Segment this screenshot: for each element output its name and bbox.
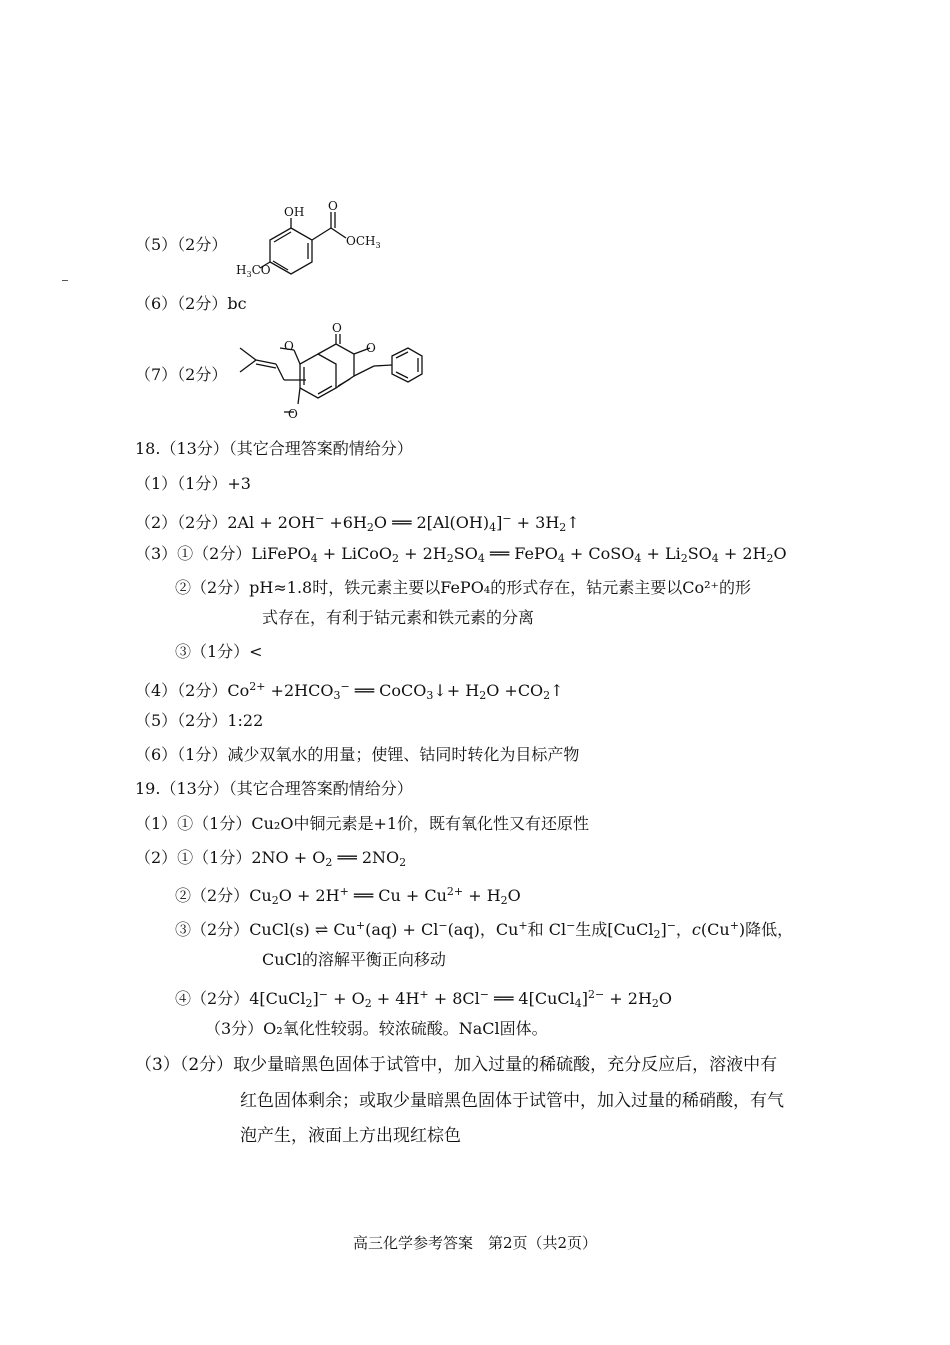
q19-part3a: （3）（2分）取少量暗黑色固体于试管中，加入过量的稀硫酸，充分反应后，溶液中有 — [135, 1055, 778, 1075]
q17-part6: （6）（2分）bc — [135, 294, 247, 313]
q18-part1: （1）（1分）+3 — [135, 474, 251, 493]
q18-part3-2b: 式存在，有利于钴元素和铁元素的分离 — [262, 608, 535, 627]
q19-part2-2: ②（2分）$Cu_2O + 2H^+$ ══ $Cu + Cu^{2+} + H_2O$ — [175, 885, 521, 907]
svg-text:O: O — [284, 339, 294, 353]
svg-text:O: O — [332, 321, 342, 335]
structure-isocoumarin — [236, 321, 436, 424]
svg-text:OCH3: $OCH_3$ — [346, 234, 381, 250]
svg-text:OH: OH — [284, 205, 305, 219]
q19-part2-5: （3分）O₂氧化性较弱。较浓硫酸。NaCl固体。 — [205, 1019, 548, 1038]
svg-text:O: O — [288, 407, 298, 421]
structure-methyl-salicylate — [236, 200, 386, 285]
q19-part2-3a: ③（2分）CuCl(s) ⇌ Cu+(aq) + Cl−(aq)，Cu+和 Cl−生成[CuCl$_2$]−，c(Cu+)降低， — [175, 919, 794, 941]
q19-part2-4: ④（2分）4[CuCl$_2$]− + $O_2 + 4H^+ + 8Cl^-$ ══ 4[CuCl$_4$]$^{2-}$ + $2H_2O$ — [175, 988, 673, 1010]
q19-part2-3b: CuCl的溶解平衡正向移动 — [262, 950, 446, 969]
q18-part6: （6）（1分）减少双氧水的用量；使锂、钴同时转化为目标产物 — [135, 745, 580, 764]
q18-part3-3: ③（1分）< — [175, 642, 263, 661]
q19-part3b: 红色固体剩余；或取少量暗黑色固体于试管中，加入过量的稀硝酸，有气 — [240, 1091, 784, 1111]
q17-part5-label: （5）（2分） — [135, 235, 228, 254]
q18-part5: （5）（2分）1:22 — [135, 711, 264, 730]
q19-part3c: 泡产生，液面上方出现红棕色 — [240, 1126, 461, 1146]
svg-text:O: O — [328, 199, 338, 213]
q18-part4: （4）（2分）$Co^{2+} +2HCO_3^-$ ══ CoCO$_3$↓+ $H_2O$ $+CO_2↑$ — [135, 680, 564, 702]
q18-part3-2a: ②（2分）pH≈1.8时，铁元素主要以FePO₄的形式存在，钴元素主要以Co²⁺的形 — [175, 578, 751, 597]
q18-title: 18.（13分）（其它合理答案酌情给分） — [135, 439, 413, 458]
q19-title: 19.（13分）（其它合理答案酌情给分） — [135, 779, 413, 798]
svg-text:O: O — [366, 341, 376, 355]
q18-part2: （2）（2分）$2Al + 2OH^- +6H_2O$ ══ $2[Al(OH)_4]^-$ + $3H_2↑$ — [135, 512, 580, 534]
page-footer: 高三化学参考答案 第2页（共2页） — [352, 1234, 598, 1252]
q18-part3-1: （3）①（2分）LiFePO$_4$ + LiCoO$_2$ + $2H_2SO_4$ ══ FePO$_4$ + CoSO$_4$ + $Li_2SO_4 + 2H_2O$ — [135, 544, 787, 565]
svg-text:H3CO: $H_3CO$ — [236, 263, 271, 279]
q19-part2-1: （2）①（1分）$2NO + O_2$ ══ $2NO_2$ — [135, 848, 407, 869]
q17-part7-label: （7）（2分） — [135, 365, 228, 384]
q19-part1: （1）①（1分）Cu₂O中铜元素是+1价，既有氧化性又有还原性 — [135, 814, 590, 833]
scan-mark — [62, 280, 68, 281]
